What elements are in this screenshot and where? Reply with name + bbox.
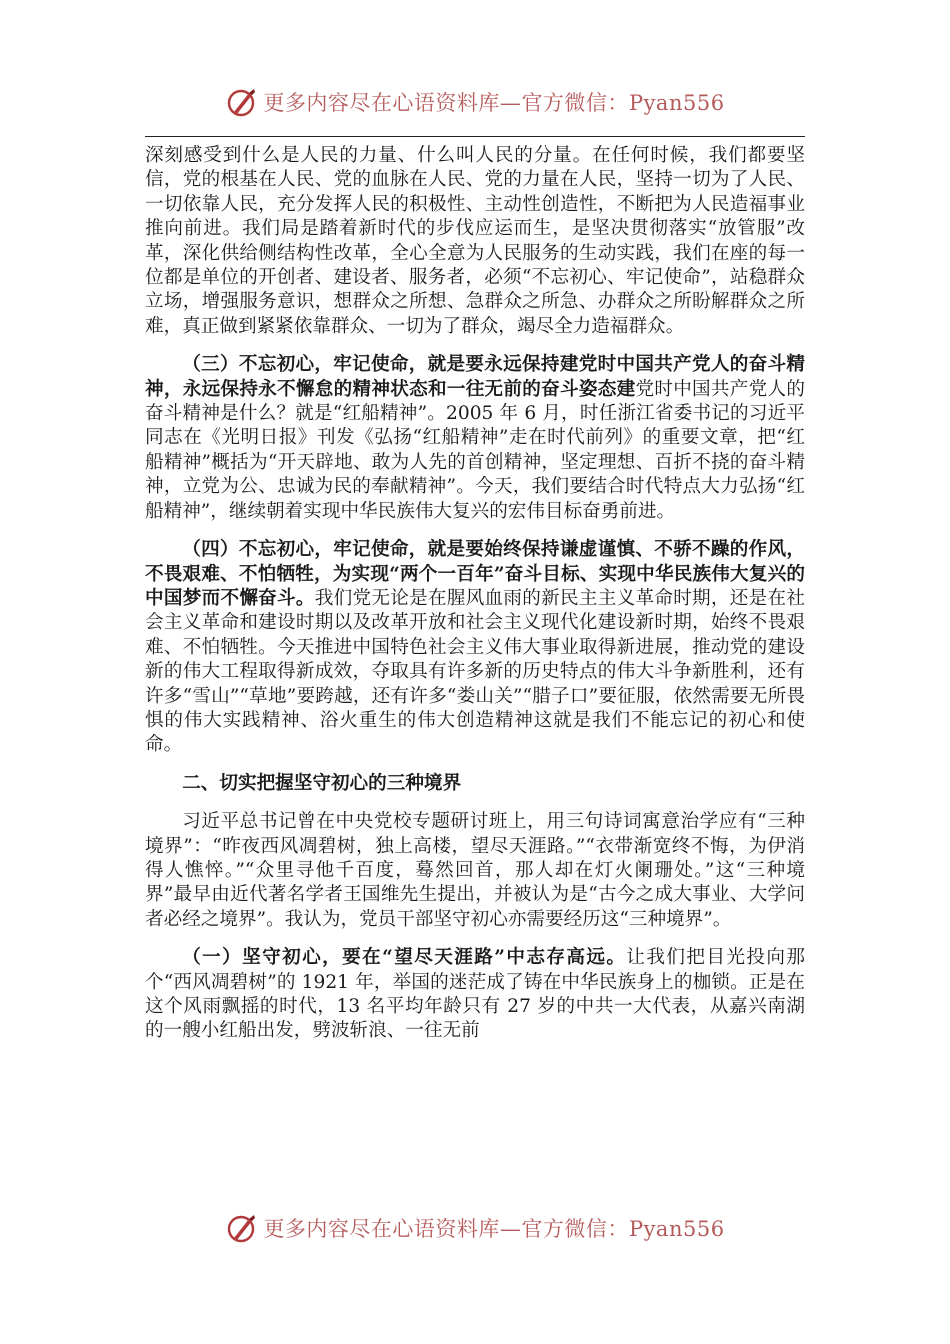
section-heading (145, 772, 805, 796)
paragraph-1-text: 深刻感受到什么是人民的力量、什么叫人民的分量。在任何时候，我们都要坚信，党的根基在人民、党的血脉在人民、党的力量在人民，坚持一切为了人民、一切依靠人民，充分发挥人民的积极性、主动性创造性，不断把为人民造福事业推向前进。我们局是踏着新时代的步伐应运而生，是坚决贯彻落实“放管服”改革，深化供给侧结构性改革，全心全意为人民服务的生动实践，我们在座的每一位都是单位的开创者、建设者、服务者，必须“不忘初心、牢记使命”，站稳群众立场，增强服务意识，想群众之所想、急群众之所急、办群众之所盼解群众之所难，真正做到紧紧依靠群众、一切为了群众，竭尽全力造福群众。 (145, 145, 805, 337)
pen-logo-icon (225, 85, 259, 119)
paragraph-2 (145, 353, 805, 524)
document-body (145, 144, 805, 1044)
paragraph-5 (145, 810, 805, 932)
header-rule (145, 136, 805, 137)
watermark-wechat-id: Pyan556 (628, 1217, 725, 1241)
footer-watermark (0, 1208, 950, 1248)
paragraph-6-text: 让我们把目光投向那个“西风凋碧树”的 1921 年，举国的迷茫成了铸在中华民族身上的枷锁。正是在这个风雨飘摇的时代，13 名平均年龄只有 27 岁的中共一大代表，从嘉兴南湖的一艘小红船出发，劈波斩浪、一往无前 (145, 947, 805, 1042)
paragraph-6-heading: （一）坚守初心，要在“望尽天涯路”中志存高远。 (182, 947, 627, 969)
watermark-text (263, 87, 724, 117)
paragraph-2-heading: （三）不忘初心，牢记使命，就是要永远保持建党时中国共产党人的奋斗精神，永远保持永不懈怠的精神状态和一往无前的奋斗姿态建 (145, 354, 805, 400)
pen-logo-icon (225, 1211, 259, 1245)
paragraph-5-text: 习近平总书记曾在中央党校专题研讨班上，用三句诗词寓意治学应有“三种境界”：“昨夜西风凋碧树，独上高楼，望尽天涯路。”“衣带渐宽终不悔，为伊消得人憔悴。”“众里寻他千百度，蓦然回首，那人却在灯火阑珊处。”这“三种境界”最早由近代著名学者王国维先生提出，并被认为是“古今之成大事业、大学问者必经之境界”。我认为，党员干部坚守初心亦需要经历这“三种境界”。 (145, 811, 805, 930)
paragraph-3-text: 我们党无论是在腥风血雨的新民主主义革命时期，还是在社会主义革命和建设时期以及改革开放和社会主义现代化建设新时期，始终不畏艰难、不怕牺牲。今天推进中国特色社会主义伟大事业取得新进展，推动党的建设新的伟大工程取得新成效，夺取具有许多新的历史特点的伟大斗争新胜利，还有许多“雪山”“草地”要跨越，还有许多“娄山关”“腊子口”要征服，依然需要无所畏惧的伟大实践精神、浴火重生的伟大创造精神这就是我们不能忘记的初心和使命。 (145, 587, 805, 756)
watermark-wechat-label: 官方微信： (521, 1217, 629, 1241)
watermark-wechat-label: 官方微信： (521, 91, 629, 115)
paragraph-2-text: 党时中国共产党人的奋斗精神是什么？就是“红船精神”。2005 年 6 月，时任浙江省委书记的习近平同志在《光明日报》刊发《弘扬“红船精神”走在时代前列》的重要文章，把“红船精神”概括为“开天辟地、敢为人先的首创精神，坚定理想、百折不挠的奋斗精神，立党为公、忠诚为民的奉献精神”。今天，我们要结合时代特点大力弘扬“红船精神”，继续朝着实现中华民族伟大复兴的宏伟目标奋勇前进。 (145, 378, 805, 522)
paragraph-3-heading: （四）不忘初心，牢记使命，就是要始终保持谦虚谨慎、不骄不躁的作风，不畏艰难、不怕牺牲，为实现“两个一百年”奋斗目标、实现中华民族伟大复兴的中国梦而不懈奋斗。 (145, 539, 805, 609)
header-watermark (0, 82, 950, 122)
watermark-site: 更多内容尽在心语资料库— (263, 1217, 522, 1241)
watermark-text (263, 1213, 724, 1243)
section-heading-text: 二、切实把握坚守初心的三种境界 (182, 772, 462, 794)
paragraph-1 (145, 144, 805, 339)
paragraph-3 (145, 538, 805, 758)
watermark-site: 更多内容尽在心语资料库— (263, 91, 522, 115)
paragraph-6 (145, 946, 805, 1044)
watermark-wechat-id: Pyan556 (628, 91, 725, 115)
